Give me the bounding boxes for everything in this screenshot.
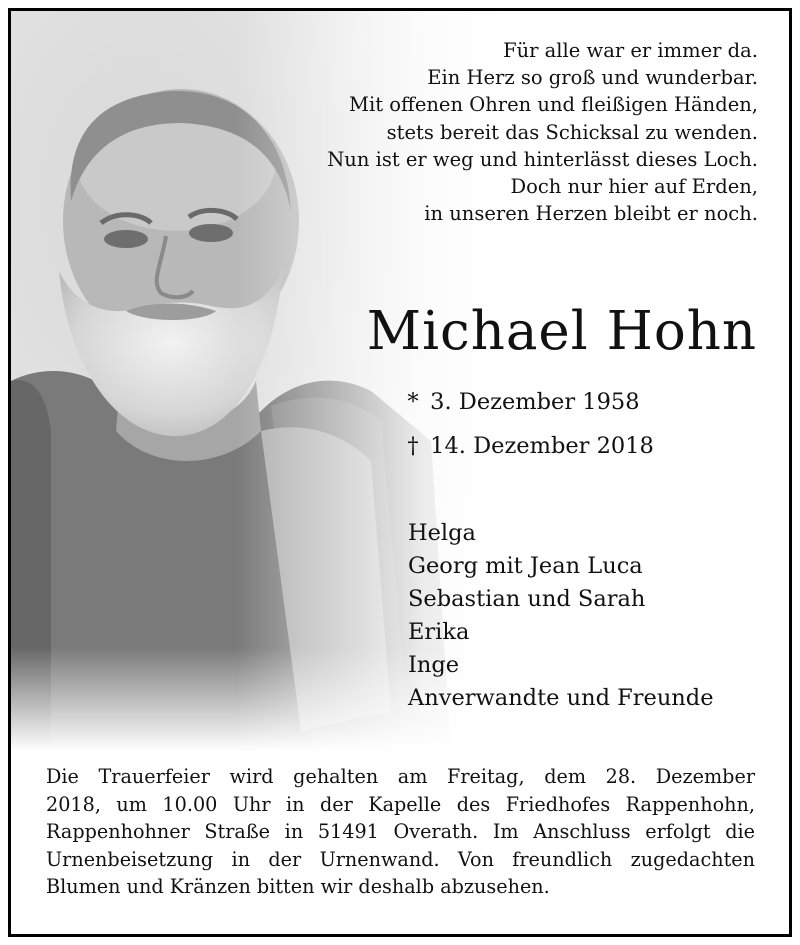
poem-line: Nun ist er weg und hinterlässt dieses Loch. [327, 147, 758, 171]
poem-line: Mit offenen Ohren und fleißigen Händen, [349, 93, 758, 117]
mourners-list [408, 517, 714, 715]
birth-symbol: * [407, 389, 419, 415]
death-date: 14. Dezember 2018 [430, 433, 654, 459]
mourner-name: Anverwandte und Freunde [408, 685, 714, 711]
birth-date-line [403, 386, 640, 418]
obituary-frame [8, 8, 792, 937]
poem-line: Für alle war er immer da. [503, 39, 758, 62]
poem-line: Ein Herz so groß und wunderbar. [427, 66, 758, 90]
poem-line: in unseren Herzen bleibt er noch. [424, 202, 758, 226]
death-date-line [403, 430, 654, 462]
mourner-name: Helga [408, 520, 476, 546]
notice-line: Blumen und Kränzen bitten wir deshalb abzusehen. [46, 875, 550, 898]
death-symbol: † [407, 433, 419, 459]
notice-line: Die Trauerfeier wird gehalten am Freitag, dem 28. Dezember [46, 765, 755, 788]
mourner-name: Georg mit Jean Luca [408, 553, 643, 579]
mourner-name: Inge [408, 652, 460, 678]
notice-line: Urnenbeisetzung in der Urnenwand. Von freundlich zugedachten [46, 847, 755, 871]
notice-line: 2018, um 10.00 Uhr in der Kapelle des Friedhofes Rappenhohn, [46, 792, 755, 816]
funeral-notice [46, 763, 755, 901]
birth-date: 3. Dezember 1958 [430, 389, 640, 415]
mourner-name: Erika [408, 619, 470, 645]
notice-line: Rappenhohner Straße in 51491 Overath. Im Anschluss erfolgt die [46, 820, 755, 843]
poem-line: Doch nur hier auf Erden, [510, 175, 758, 199]
poem-line: stets bereit das Schicksal zu wenden. [386, 120, 758, 144]
mourner-name: Sebastian und Sarah [408, 586, 646, 612]
memorial-poem [238, 37, 758, 227]
deceased-name: Michael Hohn [366, 301, 757, 362]
